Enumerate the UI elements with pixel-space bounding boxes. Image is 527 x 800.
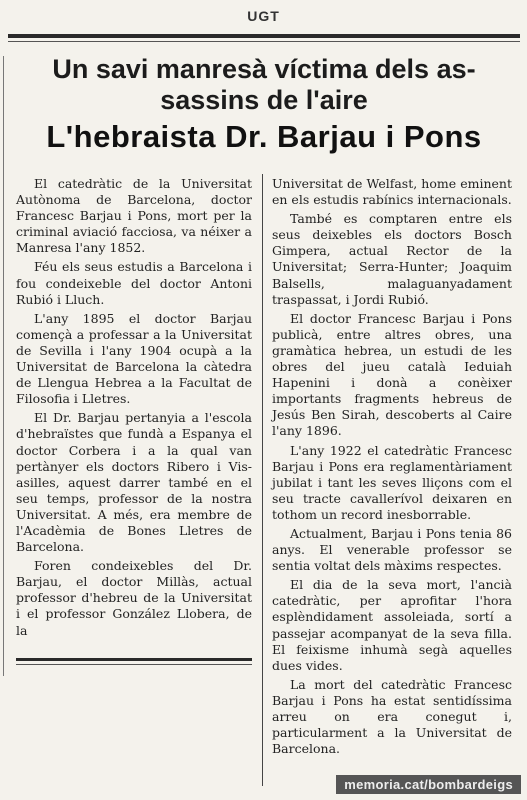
paragraph: El catedràtic de la Universitat Autònoma de Barcelona, doctor Francesc Barjau i Pons, mort per la criminal aviació facciosa, va néixer a Manresa l'any 1852. — [16, 176, 252, 256]
column-end-rule — [16, 658, 252, 661]
paragraph: Actualment, Barjau i Pons tenia 86 anys. El venerable professor se sentia voltat dels màxims respectes. — [272, 525, 512, 574]
right-column — [272, 176, 512, 760]
top-rule — [8, 34, 520, 38]
paragraph: Universitat de Welfast, home eminent en els estudis rabínics internacionals. — [272, 176, 512, 208]
masthead: UGT — [247, 8, 280, 24]
headline-line-2: sassins de l'aire — [160, 85, 368, 115]
paragraph: També es comptaren entre els seus deixebles els doctors Bosch Gimpera, actual Rector de la Universitat; Serra-Hunter; Joaquim Balsells, malaguanyadament traspassat, i Jordi Rubió. — [272, 211, 512, 307]
headline-block — [12, 54, 516, 155]
paragraph: El Dr. Barjau pertanyia a l'escola d'hebraïstes que fundà a Espanya el doctor Corbera i a la qual van pertànyer els doctors Ribero i Vis-asilles, aquest darrer també en el seu temps, professor de la nostra Universitat. A més, era membre de l'Acadèmia de Bones Lletres de Barcelona. — [16, 410, 252, 555]
left-edge-line — [3, 56, 4, 676]
top-rule-thin — [8, 41, 520, 42]
column-divider — [262, 174, 263, 786]
paragraph: L'any 1922 el catedràtic Francesc Barjau i Pons era reglamentàriament jubilat i tant les seves lliçons com el seu tracte cavallerívol deixaren en tothom un record inesborrable. — [272, 442, 512, 522]
headline-line-1: Un savi manresà víctima dels as- — [52, 54, 476, 84]
paragraph: La mort del catedràtic Francesc Barjau i Pons ha estat sentidíssima arreu on era conegut i, particularment a la Universitat de Barcelona. — [272, 676, 512, 757]
paragraph: Féu els seus estudis a Barcelona i fou condeixeble del doctor Antoni Rubió i Lluch. — [16, 259, 252, 307]
paragraph: El dia de la seva mort, l'ancià catedràtic, per aprofitar l'hora esplèndidament assoleiada, sortí a passejar acompanyat de la seva filla. El feixisme inhumà segà aquelles dues vides. — [272, 577, 512, 673]
paragraph: L'any 1895 el doctor Barjau començà a professar a la Universitat de Sevilla i l'any 1904 ocupà a la Universitat de Barcelona la càtedra de Llengua Hebrea a la Facultat de Filosofia i Lletres. — [16, 310, 252, 407]
paragraph: Foren condeixebles del Dr. Barjau, el doctor Millàs, actual professor d'hebreu de la Universitat i el professor González Llobera, de la — [16, 558, 252, 638]
headline-subtitle: L'hebraista Dr. Barjau i Pons — [46, 119, 482, 154]
source-watermark: memoria.cat/bombardeigs — [336, 775, 521, 794]
column-end-rule-thin — [16, 664, 252, 665]
left-column — [16, 176, 252, 642]
paragraph: El doctor Francesc Barjau i Pons publicà, entre altres obres, una gramàtica hebrea, un estudi de les obres del jueu català Ieduiah Hapenini i donà a conèixer importants fragments hebreus de Jesús Ben Sirah, descoberts al Caire l'any 1896. — [272, 310, 512, 439]
